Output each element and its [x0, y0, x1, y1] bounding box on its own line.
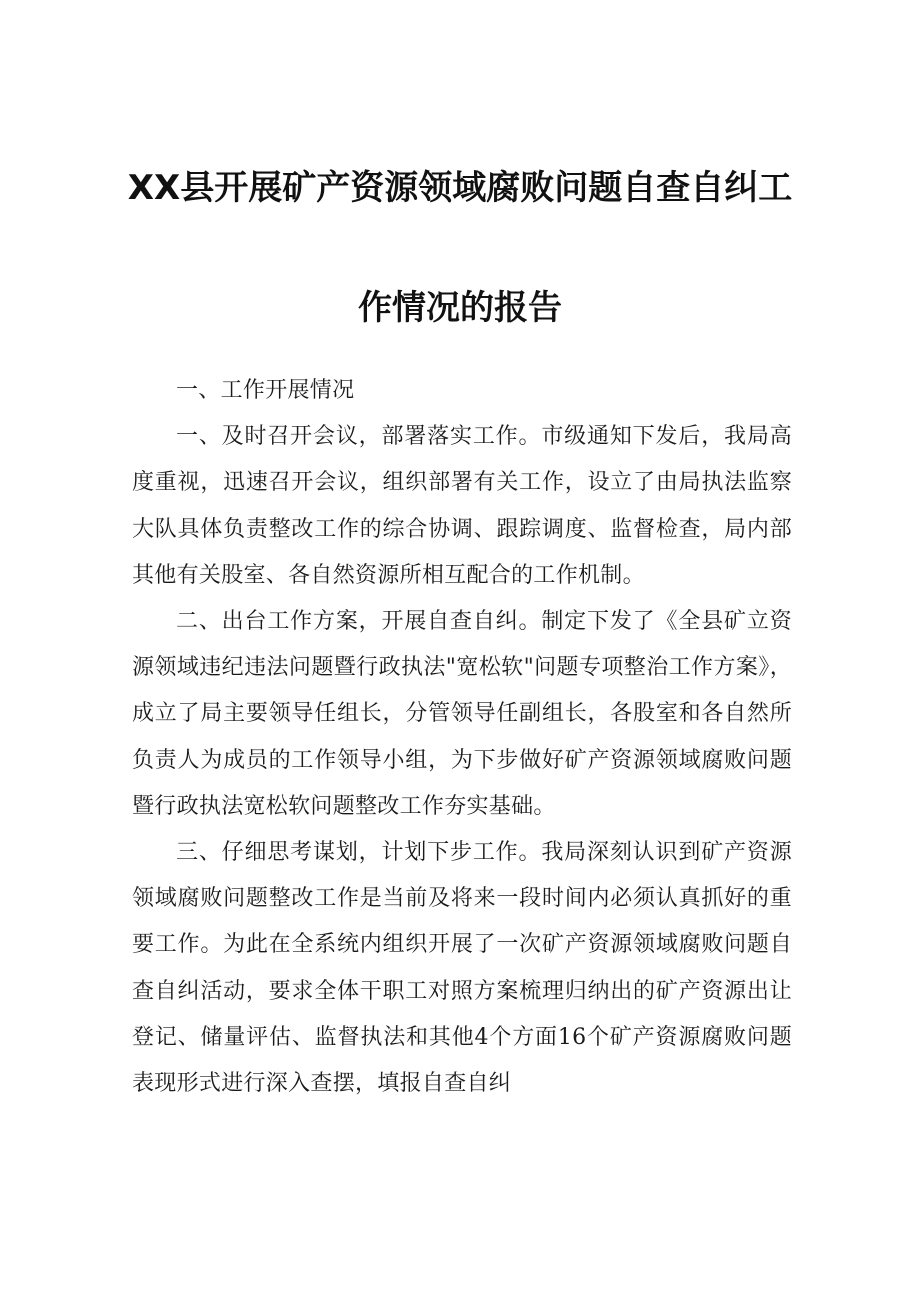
paragraph-2: 二、出台工作方案，开展自查自纠。制定下发了《全县矿立资源领域违纪违法问题暨行政执法"宽松软"问题专项整治工作方案》，成立了局主要领导任组长，分管领导任副组长，各股室和各自然所负责人为成员的工作领导小组，为下步做好矿产资源领域腐败问题暨行政执法宽松软问题整改工作夯实基础。 [132, 609, 792, 819]
section-heading: 一、工作开展情况 [176, 378, 355, 403]
document-title-line-2: 作情况的报告 [358, 288, 562, 328]
document-body [132, 368, 792, 1107]
document-title-line-1: XX县开展矿产资源领域腐败问题自查自纠工 [127, 168, 793, 208]
paragraph-1: 一、及时召开会议，部署落实工作。市级通知下发后，我局高度重视，迅速召开会议，组织部署有关工作，设立了由局执法监察大队具体负责整改工作的综合协调、跟踪调度、监督检查，局内部其他有关股室、各自然资源所相互配合的工作机制。 [132, 424, 792, 588]
paragraph-3: 三、仔细思考谋划，计划下步工作。我局深刻认识到矿产资源领域腐败问题整改工作是当前及将来一段时间内必须认真抓好的重要工作。为此在全系统内组织开展了一次矿产资源领域腐败问题自查自纠活动，要求全体干职工对照方案梳理归纳出的矿产资源出让登记、储量评估、监督执法和其他4个方面16个矿产资源腐败问题表现形式进行深入查摆，填报自查自纠 [132, 840, 792, 1097]
